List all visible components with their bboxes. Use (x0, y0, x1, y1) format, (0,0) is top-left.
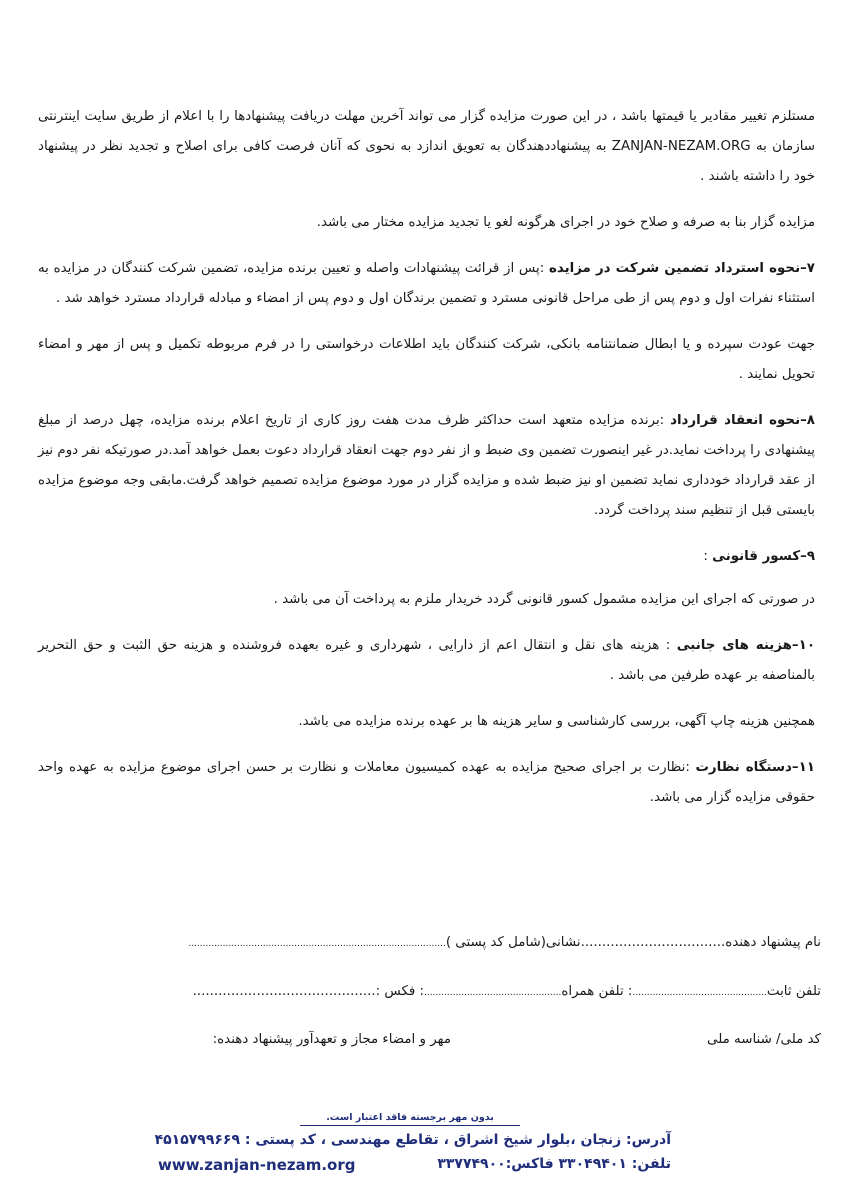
signature-label: مهر و امضاء مجاز و تعهدآور پیشنهاد دهنده: (212, 1032, 451, 1047)
website-reference: ZANJAN-NEZAM.ORG (611, 139, 751, 154)
paragraph-cancellation: مزایده گزار بنا به صرفه و صلاح خود در اجرای هرگونه لغو یا تجدید مزایده مختار می باشد. (316, 215, 815, 230)
landline-label: تلفن ثابت (766, 984, 821, 999)
section-9-body: در صورتی که اجرای این مزایده مشمول کسور قانونی گردد خریدار ملزم به پرداخت آن می باشد . (273, 592, 815, 607)
footer-website-link[interactable]: www.zanjan-nezam.org (158, 1156, 356, 1174)
form-line-name-address (188, 935, 821, 950)
embossed-seal-note: بدون مهر برجسته فاقد اعتبار است. (300, 1112, 520, 1126)
national-id-label: کد ملی/ شناسه ملی (707, 1032, 821, 1047)
section-9-colon: : (703, 549, 708, 564)
section-9 (38, 542, 815, 572)
section-11-body: :نظارت بر اجرای صحیح مزایده به عهده کمیسیون معاملات و نظارت بر حسن اجرای موضوع مزایده به عهده واحد حقوقی مزایده گزار می باشد. (38, 760, 815, 805)
paragraph-text: مستلزم تغییر مقادیر یا قیمتها باشد ، در این صورت مزایده گزار می تواند آخرین مهلت دریافت پیشنهادها را با اعلام از طریق سایت اینترنتی سازمان به (38, 109, 815, 154)
section-11-title: ۱۱–دستگاه نظارت (695, 760, 815, 775)
bidder-name-label: نام پیشنهاد دهنده (725, 935, 821, 950)
fax-blank[interactable]: ........................................... (192, 984, 376, 999)
paragraph-deposit-return: جهت عودت سپرده و یا ابطال ضمانتنامه بانکی، شرکت کنندگان باید اطلاعات درخواستی را در فرم مربوطه تکمیل و پس از مهر و امضاء تحویل نمایند . (38, 337, 815, 382)
address-label: نشانی(شامل کد پستی ) (445, 935, 581, 950)
landline-blank[interactable]: ............................................... (632, 988, 767, 998)
document-body (38, 102, 815, 829)
section-7-title: ۷–نحوه استرداد تضمین شرکت در مزایده (548, 261, 815, 276)
section-7 (38, 254, 815, 314)
mobile-blank[interactable]: ................................................ (424, 988, 562, 998)
section-9-title: ۹–کسور قانونی (712, 549, 815, 564)
section-7-body: :پس از قرائت پیشنهادات واصله و تعیین برنده مزایده، تضمین شرکت کنندگان در مزایده به استثناء نفرات اول و دوم پس از طی مراحل قانونی مسترد و تضمین برندگان اول و دوم پس از امضاء و مبادله قرارداد مسترد خواهد شد . (38, 261, 815, 306)
section-10-title: ۱۰–هزینه های جانبی (676, 638, 815, 653)
section-10-body: : هزینه های نقل و انتقال اعم از دارایی ، شهرداری و غیره بعهده فروشنده و هزینه حق الثبت و حق التحریر بالمناصفه بر عهده طرفین می باشد . (38, 638, 815, 683)
section-10 (38, 631, 815, 691)
section-8 (38, 406, 815, 526)
paragraph-ad-costs: همچنین هزینه چاپ آگهی، بررسی کارشناسی و سایر هزینه ها بر عهده برنده مزایده می باشد. (298, 714, 815, 729)
form-line-phones (193, 984, 821, 999)
section-8-title: ۸–نحوه انعقاد قرارداد (670, 413, 815, 428)
bidder-name-blank[interactable]: .................................. (580, 935, 726, 950)
section-11 (38, 753, 815, 813)
footer-address: آدرس: زنجان ،بلوار شیخ اشراق ، تقاطع مهندسی ، کد پستی : ۴۵۱۵۷۹۹۶۶۹ (154, 1132, 671, 1148)
paragraph-deadline-extension (38, 102, 815, 192)
address-blank[interactable]: .......................................................................................... (188, 939, 446, 949)
fax-label: : فکس : (375, 984, 425, 999)
paragraph-text: به پیشنهاددهندگان به تعویق اندازد به نحوی که آنان فرصت کافی برای اصلاح و تجدید نظر در پیشنهاد خود را داشته باشند . (38, 139, 815, 184)
section-8-body: :برنده مزایده متعهد است حداکثر ظرف مدت هفت روز کاری از تاریخ اعلام برنده مزایده، چهل درصد از مبلغ پیشنهادی را پرداخت نماید.در غیر اینصورت تضمین وی ضبط و از نفر دوم جهت انعقاد قرارداد دعوت بعمل خواهد آمد.در صورتیکه نفر دوم نیز از عقد قرارداد خودداری نماید تضمین او نیز ضبط شده و مزایده گزار در مورد موضوع مزایده تصمیم خواهد گرفت.مابقی وجه موضوع مزایده بایستی قبل از تنظیم سند پرداخت گردد. (38, 413, 815, 518)
mobile-label: : تلفن همراه (561, 984, 633, 999)
footer-phone-fax: تلفن: ۳۳۰۴۹۴۰۱ فاکس:۳۳۷۷۴۹۰۰ (437, 1156, 671, 1172)
